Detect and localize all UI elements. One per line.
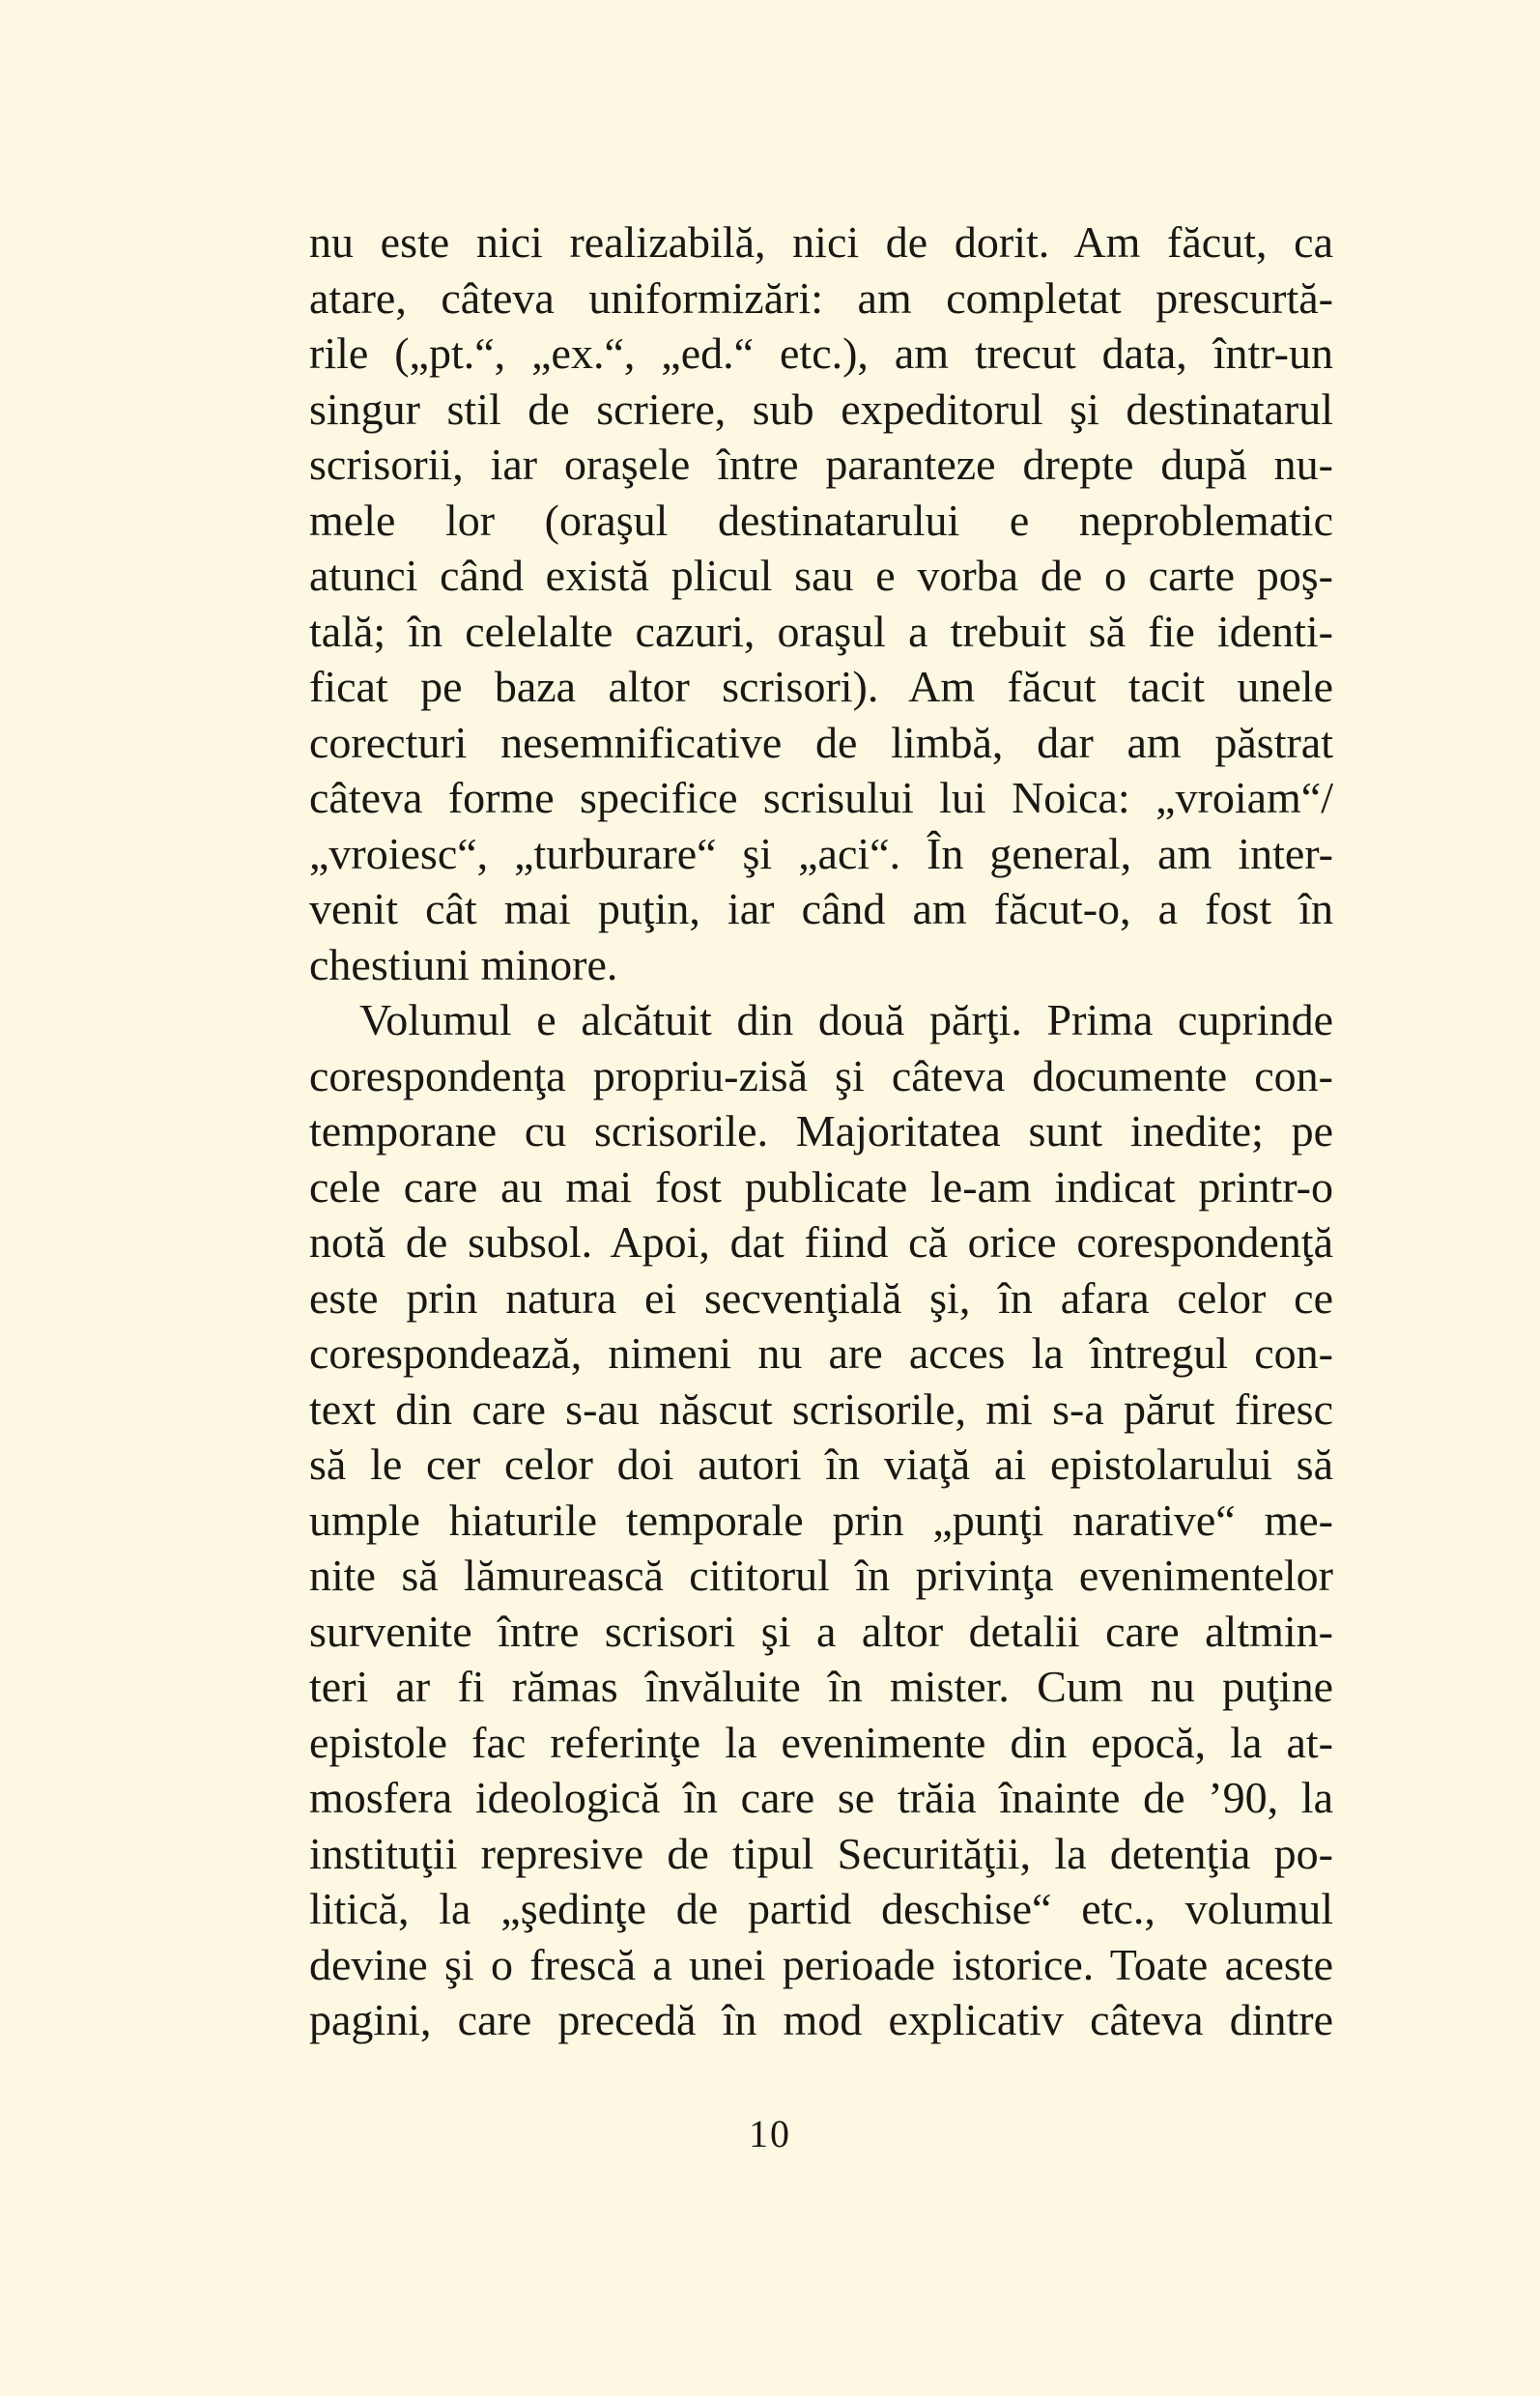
text-line: este prin natura ei secvenţială şi, în afara celor ce xyxy=(309,1272,1333,1323)
text-line: notă de subsol. Apoi, dat fiind că orice corespondenţă xyxy=(309,1217,1333,1267)
text-line: singur stil de scriere, sub expeditorul şi destinatarul xyxy=(309,384,1333,434)
text-line: corespondenţa propriu-zisă şi câteva documente con- xyxy=(309,1050,1333,1100)
text-line: câteva forme specifice scrisului lui Noica: „vroiam“/ xyxy=(309,773,1333,822)
paragraph-first-line: Volumul e alcătuit din două părţi. Prima cuprinde xyxy=(359,995,1333,1044)
text-line: „vroiesc“, „turburare“ şi „aci“. În general, am inter- xyxy=(309,828,1333,878)
text-line: atare, câteva uniformizări: am completat prescurtă- xyxy=(309,272,1333,323)
text-line: nu este nici realizabilă, nici de dorit. Am făcut, ca xyxy=(309,217,1333,267)
text-line: corecturi nesemnificative de limbă, dar am păstrat xyxy=(309,717,1333,767)
page-number: 10 xyxy=(749,2112,791,2155)
paragraph-end-line: chestiuni minore. xyxy=(309,939,618,989)
text-line: rile („pt.“, „ex.“, „ed.“ etc.), am trecut data, într-un xyxy=(309,328,1333,378)
text-line: cele care au mai fost publicate le-am indicat printr-o xyxy=(309,1161,1333,1212)
text-line: mele lor (oraşul destinatarului e neproblematic xyxy=(309,495,1333,545)
text-line: scrisorii, iar oraşele între paranteze drepte după nu- xyxy=(309,440,1333,489)
text-line: teri ar fi rămas învăluite în mister. Cum nu puţine xyxy=(309,1662,1333,1711)
text-line: instituţii represive de tipul Securităţii, la detenţia po- xyxy=(309,1828,1333,1878)
text-line: pagini, care precedă în mod explicativ câteva dintre xyxy=(309,1995,1333,2044)
text-line: tală; în celelalte cazuri, oraşul a trebuit să fie identi- xyxy=(309,606,1333,656)
text-line: venit cât mai puţin, iar când am făcut-o, a fost în xyxy=(309,884,1333,933)
text-line: litică, la „şedinţe de partid deschise“ etc., volumul xyxy=(309,1884,1333,1933)
text-line: mosfera ideologică în care se trăia înainte de ’90, la xyxy=(309,1773,1333,1822)
text-line: să le cer celor doi autori în viaţă ai epistolarului să xyxy=(309,1440,1333,1489)
text-line: nite să lămurească cititorul în privinţa evenimentelor xyxy=(309,1551,1333,1600)
text-line: corespondează, nimeni nu are acces la întregul con- xyxy=(309,1328,1333,1378)
text-line: atunci când există plicul sau e vorba de o carte poş- xyxy=(309,551,1333,600)
text-line: temporane cu scrisorile. Majoritatea sunt inedite; pe xyxy=(309,1106,1333,1155)
text-line: devine şi o frescă a unei perioade istorice. Toate aceste xyxy=(309,1939,1333,1989)
body-text xyxy=(309,214,1333,2048)
text-line: survenite între scrisori şi a altor detalii care altmin- xyxy=(309,1606,1333,1656)
text-line: umple hiaturile temporale prin „punţi narative“ me- xyxy=(309,1495,1333,1545)
text-line: ficat pe baza altor scrisori). Am făcut tacit unele xyxy=(309,662,1333,711)
text-line: epistole fac referinţe la evenimente din epocă, la at- xyxy=(309,1717,1333,1767)
text-line: text din care s-au născut scrisorile, mi s-a părut firesc xyxy=(309,1383,1333,1434)
